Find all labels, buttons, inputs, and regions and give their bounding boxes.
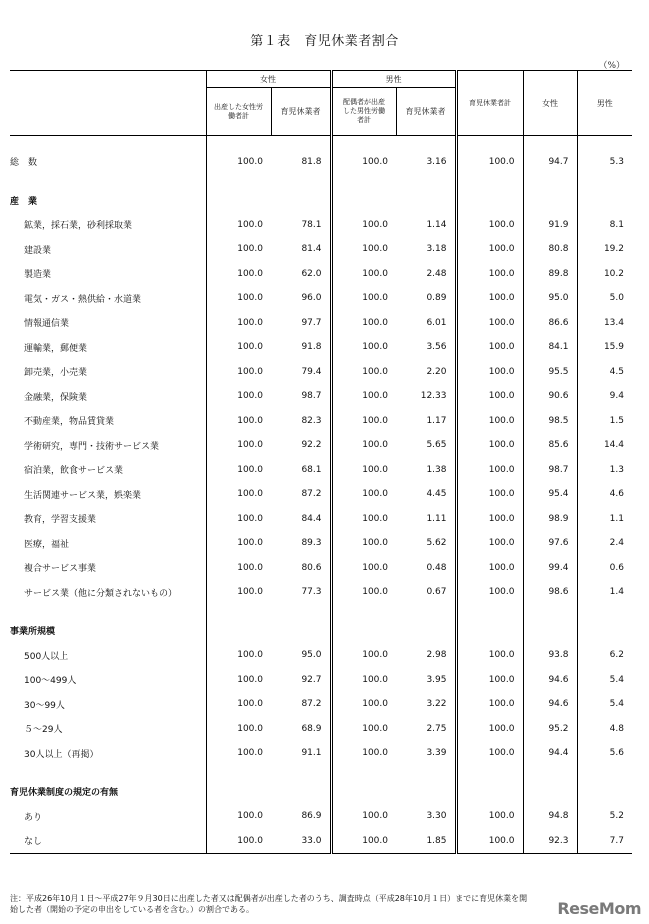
value-cell: 5.62 — [426, 538, 447, 549]
value-cell: 95.4 — [523, 482, 577, 507]
empty-cell — [456, 619, 523, 644]
row-label: 30人以上（再掲） — [24, 749, 99, 760]
value-cell: 100.0 — [331, 150, 396, 175]
empty-cell — [396, 619, 456, 644]
row-label: 宿泊業，飲食サービス業 — [24, 466, 124, 477]
value-cell: 100.0 — [206, 311, 271, 336]
table-row — [10, 556, 632, 581]
value-cell: 100.0 — [331, 717, 396, 742]
spacer-cell — [396, 766, 456, 780]
value-cell: 100.0 — [206, 482, 271, 507]
value-cell: 14.4 — [577, 433, 632, 458]
header-share-male: 男性 — [577, 71, 632, 136]
table-row — [10, 482, 632, 507]
value-cell: 100.0 — [206, 643, 271, 668]
spacer-cell — [271, 136, 331, 150]
value-cell: 1.1 — [577, 507, 632, 532]
table-row — [10, 384, 632, 409]
value-cell: 94.8 — [523, 804, 577, 829]
value-cell: 12.33 — [420, 391, 447, 402]
value-cell: 0.6 — [577, 556, 632, 581]
value-cell: 100.0 — [206, 717, 271, 742]
table-row — [10, 507, 632, 532]
spacer-cell — [10, 766, 206, 780]
value-cell: 100.0 — [456, 717, 523, 742]
value-cell: 100.0 — [331, 262, 396, 287]
value-cell: 92.2 — [301, 440, 322, 451]
table-row — [10, 829, 632, 854]
spacer-row — [10, 174, 632, 188]
spacer-cell — [206, 136, 271, 150]
value-cell: 100.0 — [206, 458, 271, 483]
value-cell: 100.0 — [331, 384, 396, 409]
section-heading-row — [10, 188, 632, 213]
value-cell: 100.0 — [456, 556, 523, 581]
header-total-leave-text: 育児休業者計 — [469, 99, 511, 107]
value-cell: 62.0 — [301, 268, 322, 279]
value-cell: 1.85 — [396, 829, 456, 854]
value-cell: 100.0 — [331, 237, 396, 262]
value-cell: 3.39 — [426, 748, 447, 759]
value-cell: 4.45 — [426, 489, 447, 500]
spacer-row — [10, 136, 632, 150]
value-cell: 91.1 — [301, 748, 322, 759]
value-cell: 100.0 — [456, 237, 523, 262]
value-cell: 68.9 — [301, 723, 322, 734]
empty-cell — [456, 188, 523, 213]
empty-cell — [523, 188, 577, 213]
empty-cell — [271, 780, 331, 805]
row-label: ５～29人 — [24, 725, 63, 736]
value-cell: 19.2 — [577, 237, 632, 262]
spacer-cell — [271, 605, 331, 619]
value-cell: 6.01 — [426, 317, 447, 328]
table-row — [10, 717, 632, 742]
value-cell: 68.1 — [301, 464, 322, 475]
value-cell: 100.0 — [456, 804, 523, 829]
table-row — [10, 531, 632, 556]
leave-ratio-table — [10, 70, 632, 854]
spacer-cell — [331, 605, 396, 619]
value-cell: 97.7 — [301, 317, 322, 328]
value-cell: 5.4 — [577, 668, 632, 693]
value-cell: 3.30 — [426, 811, 447, 822]
value-cell: 100.0 — [331, 213, 396, 238]
table-row — [10, 286, 632, 311]
header-share-female: 女性 — [523, 71, 577, 136]
empty-cell — [577, 780, 632, 805]
row-label: 金融業，保険業 — [24, 392, 88, 403]
value-cell: 100.0 — [206, 668, 271, 693]
value-cell: 0.89 — [426, 293, 447, 304]
spacer-cell — [271, 174, 331, 188]
value-cell: 100.0 — [456, 507, 523, 532]
footnote: 注：平成26年10月１日～平成27年９月30日に出産した者又は配偶者が出産した者のうち、調査時点（平成28年10月１日）までに育児休業を開始した者（開始の予定の申出をしている者を含む。）の割合である。 — [10, 894, 528, 914]
value-cell: 96.0 — [301, 293, 322, 304]
spacer-cell — [271, 766, 331, 780]
value-cell: 5.6 — [577, 741, 632, 766]
value-cell: 97.6 — [523, 531, 577, 556]
header-female-leave: 育児休業者 — [271, 88, 331, 136]
spacer-cell — [577, 174, 632, 188]
value-cell: 100.0 — [331, 360, 396, 385]
table-row — [10, 458, 632, 483]
value-cell: 100.0 — [456, 668, 523, 693]
header-total-leave — [456, 71, 523, 136]
spacer-cell — [456, 766, 523, 780]
value-cell: 100.0 — [206, 556, 271, 581]
spacer-cell — [10, 605, 206, 619]
value-cell: 80.8 — [523, 237, 577, 262]
value-cell: 100.0 — [331, 829, 396, 854]
empty-cell — [523, 619, 577, 644]
value-cell: 100.0 — [206, 741, 271, 766]
table-row — [10, 409, 632, 434]
value-cell: 100.0 — [331, 311, 396, 336]
table-row — [10, 741, 632, 766]
value-cell: 94.6 — [523, 668, 577, 693]
value-cell: 100.0 — [456, 286, 523, 311]
value-cell: 100.0 — [456, 262, 523, 287]
value-cell: 1.5 — [577, 409, 632, 434]
value-cell: 3.18 — [426, 244, 447, 255]
value-cell: 100.0 — [206, 829, 271, 854]
row-label: なし — [10, 829, 206, 854]
value-cell: 5.4 — [577, 692, 632, 717]
value-cell: 87.2 — [301, 699, 322, 710]
header-female-group: 女性 — [206, 71, 331, 88]
row-label: 不動産業，物品賃貸業 — [24, 417, 115, 428]
value-cell: 100.0 — [206, 433, 271, 458]
spacer-cell — [523, 766, 577, 780]
row-label: 500人以上 — [24, 651, 69, 662]
spacer-cell — [396, 174, 456, 188]
row-label: 電気・ガス・熱供給・水道業 — [24, 294, 142, 305]
value-cell: 3.22 — [426, 699, 447, 710]
value-cell: 5.3 — [577, 150, 632, 175]
spacer-cell — [331, 174, 396, 188]
empty-cell — [271, 619, 331, 644]
section-heading: 産 業 — [10, 196, 38, 207]
empty-cell — [577, 619, 632, 644]
table-body — [10, 136, 632, 854]
spacer-cell — [456, 136, 523, 150]
table-row — [10, 213, 632, 238]
table-row — [10, 580, 632, 605]
header-female-base — [206, 88, 271, 136]
value-cell: 100.0 — [456, 741, 523, 766]
value-cell: 100.0 — [331, 409, 396, 434]
row-label: 30～99人 — [24, 700, 65, 711]
value-cell: 5.0 — [577, 286, 632, 311]
spacer-row — [10, 766, 632, 780]
row-label: あり — [24, 812, 43, 823]
value-cell: 100.0 — [331, 335, 396, 360]
value-cell: 87.2 — [301, 489, 322, 500]
value-cell: 10.2 — [577, 262, 632, 287]
row-label: 鉱業，採石業，砂利採取業 — [24, 221, 133, 232]
empty-cell — [206, 780, 271, 805]
value-cell: 100.0 — [331, 741, 396, 766]
value-cell: 100.0 — [206, 409, 271, 434]
header-male-base-text: 配偶者が出産した男性労働者計 — [343, 98, 385, 124]
empty-cell — [577, 188, 632, 213]
row-label: 100～499人 — [24, 676, 77, 687]
spacer-cell — [577, 766, 632, 780]
value-cell: 3.95 — [426, 674, 447, 685]
value-cell: 95.0 — [301, 650, 322, 661]
value-cell: 81.8 — [301, 156, 322, 167]
value-cell: 95.5 — [523, 360, 577, 385]
unit-label: （%） — [598, 61, 625, 71]
value-cell: 100.0 — [456, 150, 523, 175]
row-label: 学術研究，専門・技術サービス業 — [24, 441, 160, 452]
value-cell: 100.0 — [331, 692, 396, 717]
table-row — [10, 360, 632, 385]
value-cell: 0.48 — [426, 562, 447, 573]
value-cell: 80.6 — [301, 562, 322, 573]
spacer-cell — [523, 605, 577, 619]
table-row — [10, 692, 632, 717]
value-cell: 100.0 — [456, 311, 523, 336]
value-cell: 5.2 — [577, 804, 632, 829]
value-cell: 100.0 — [456, 409, 523, 434]
table-row — [10, 237, 632, 262]
value-cell: 94.7 — [523, 150, 577, 175]
spacer-cell — [523, 174, 577, 188]
value-cell: 81.4 — [301, 244, 322, 255]
row-label: 建設業 — [24, 245, 52, 256]
value-cell: 1.3 — [577, 458, 632, 483]
spacer-cell — [331, 766, 396, 780]
row-label: 複合サービス事業 — [24, 564, 97, 575]
value-cell: 100.0 — [206, 507, 271, 532]
value-cell: 3.16 — [426, 156, 447, 167]
value-cell: 94.4 — [523, 741, 577, 766]
header-male-leave: 育児休業者 — [396, 88, 456, 136]
value-cell: 95.2 — [523, 717, 577, 742]
value-cell: 100.0 — [206, 531, 271, 556]
value-cell: 100.0 — [331, 643, 396, 668]
value-cell: 82.3 — [301, 415, 322, 426]
row-label: 製造業 — [24, 270, 52, 281]
value-cell: 2.48 — [426, 268, 447, 279]
value-cell: 100.0 — [456, 433, 523, 458]
value-cell: 100.0 — [456, 580, 523, 605]
value-cell: 2.20 — [426, 366, 447, 377]
spacer-cell — [331, 136, 396, 150]
value-cell: 98.9 — [523, 507, 577, 532]
value-cell: 2.75 — [426, 723, 447, 734]
value-cell: 100.0 — [206, 692, 271, 717]
value-cell: 7.7 — [577, 829, 632, 854]
section-heading-row — [10, 619, 632, 644]
spacer-cell — [396, 605, 456, 619]
row-label: 教育，学習支援業 — [24, 515, 97, 526]
value-cell: 99.4 — [523, 556, 577, 581]
header-female-base-text: 出産した女性労働者計 — [214, 102, 263, 120]
value-cell: 100.0 — [456, 213, 523, 238]
value-cell: 84.4 — [301, 513, 322, 524]
row-label: 医療，福祉 — [24, 539, 70, 550]
value-cell: 94.6 — [523, 692, 577, 717]
value-cell: 33.0 — [271, 829, 331, 854]
empty-cell — [456, 780, 523, 805]
value-cell: 91.8 — [301, 342, 322, 353]
value-cell: 100.0 — [331, 458, 396, 483]
value-cell: 92.7 — [301, 674, 322, 685]
value-cell: 93.8 — [523, 643, 577, 668]
value-cell: 100.0 — [456, 692, 523, 717]
empty-cell — [331, 188, 396, 213]
value-cell: 100.0 — [206, 150, 271, 175]
value-cell: 89.8 — [523, 262, 577, 287]
spacer-cell — [206, 766, 271, 780]
section-heading-row — [10, 780, 632, 805]
spacer-cell — [10, 136, 206, 150]
empty-cell — [523, 780, 577, 805]
value-cell: 100.0 — [331, 556, 396, 581]
table-row — [10, 643, 632, 668]
empty-cell — [331, 780, 396, 805]
value-cell: 100.0 — [456, 458, 523, 483]
total-row — [10, 150, 632, 175]
value-cell: 100.0 — [206, 384, 271, 409]
value-cell: 100.0 — [331, 668, 396, 693]
row-label: サービス業（他に分類されないもの） — [24, 588, 178, 599]
row-label: 卸売業，小売業 — [24, 368, 88, 379]
value-cell: 85.6 — [523, 433, 577, 458]
table-row — [10, 335, 632, 360]
spacer-cell — [10, 174, 206, 188]
section-heading: 育児休業制度の規定の有無 — [10, 788, 119, 799]
value-cell: 4.8 — [577, 717, 632, 742]
value-cell: 90.6 — [523, 384, 577, 409]
value-cell: 6.2 — [577, 643, 632, 668]
header-male-group: 男性 — [331, 71, 456, 88]
spacer-cell — [577, 136, 632, 150]
value-cell: 1.14 — [426, 219, 447, 230]
row-label: 生活関連サービス業，娯楽業 — [24, 490, 142, 501]
value-cell: 79.4 — [301, 366, 322, 377]
value-cell: 1.11 — [426, 513, 447, 524]
value-cell: 4.6 — [577, 482, 632, 507]
value-cell: 1.4 — [577, 580, 632, 605]
value-cell: 100.0 — [206, 286, 271, 311]
empty-cell — [396, 780, 456, 805]
empty-cell — [396, 188, 456, 213]
value-cell: 9.4 — [577, 384, 632, 409]
value-cell: 1.17 — [426, 415, 447, 426]
value-cell: 100.0 — [331, 433, 396, 458]
table-row — [10, 668, 632, 693]
spacer-cell — [206, 605, 271, 619]
value-cell: 100.0 — [456, 643, 523, 668]
header-male-base — [331, 88, 396, 136]
value-cell: 95.0 — [523, 286, 577, 311]
value-cell: 1.38 — [426, 464, 447, 475]
value-cell: 98.7 — [301, 391, 322, 402]
table-title: 第１表 育児休業者割合 — [250, 34, 399, 49]
empty-cell — [271, 188, 331, 213]
spacer-cell — [456, 174, 523, 188]
spacer-cell — [396, 136, 456, 150]
value-cell: 100.0 — [331, 482, 396, 507]
value-cell: 8.1 — [577, 213, 632, 238]
value-cell: 100.0 — [456, 335, 523, 360]
value-cell: 100.0 — [331, 286, 396, 311]
empty-cell — [206, 619, 271, 644]
value-cell: 15.9 — [577, 335, 632, 360]
row-label: 総 数 — [10, 158, 38, 169]
value-cell: 3.56 — [426, 342, 447, 353]
spacer-cell — [206, 174, 271, 188]
value-cell: 0.67 — [426, 587, 447, 598]
value-cell: 100.0 — [456, 360, 523, 385]
value-cell: 100.0 — [456, 482, 523, 507]
value-cell: 86.9 — [301, 811, 322, 822]
row-label: 運輸業，郵便業 — [24, 343, 88, 354]
table-row — [10, 433, 632, 458]
table-row — [10, 804, 632, 829]
table-row — [10, 311, 632, 336]
value-cell: 98.7 — [523, 458, 577, 483]
value-cell: 100.0 — [456, 531, 523, 556]
value-cell: 100.0 — [331, 580, 396, 605]
spacer-row — [10, 605, 632, 619]
value-cell: 77.3 — [301, 587, 322, 598]
value-cell: 100.0 — [206, 213, 271, 238]
value-cell: 100.0 — [206, 360, 271, 385]
value-cell: 100.0 — [206, 237, 271, 262]
value-cell: 100.0 — [331, 507, 396, 532]
value-cell: 92.3 — [523, 829, 577, 854]
value-cell: 84.1 — [523, 335, 577, 360]
value-cell: 4.5 — [577, 360, 632, 385]
value-cell: 13.4 — [577, 311, 632, 336]
spacer-cell — [577, 605, 632, 619]
section-heading: 事業所規模 — [10, 627, 56, 638]
value-cell: 100.0 — [206, 580, 271, 605]
value-cell: 78.1 — [301, 219, 322, 230]
value-cell: 91.9 — [523, 213, 577, 238]
value-cell: 89.3 — [301, 538, 322, 549]
row-label: 情報通信業 — [24, 319, 70, 330]
watermark-logo: ReseMom — [557, 899, 641, 918]
value-cell: 98.6 — [523, 580, 577, 605]
value-cell: 100.0 — [331, 804, 396, 829]
spacer-cell — [456, 605, 523, 619]
value-cell: 100.0 — [206, 804, 271, 829]
value-cell: 100.0 — [456, 384, 523, 409]
value-cell: 86.6 — [523, 311, 577, 336]
value-cell: 100.0 — [206, 262, 271, 287]
spacer-cell — [523, 136, 577, 150]
empty-cell — [206, 188, 271, 213]
value-cell: 100.0 — [456, 829, 523, 854]
value-cell: 5.65 — [426, 440, 447, 451]
header-blank — [10, 71, 206, 136]
value-cell: 100.0 — [206, 335, 271, 360]
value-cell: 100.0 — [331, 531, 396, 556]
empty-cell — [331, 619, 396, 644]
value-cell: 2.98 — [426, 650, 447, 661]
value-cell: 2.4 — [577, 531, 632, 556]
value-cell: 98.5 — [523, 409, 577, 434]
table-row — [10, 262, 632, 287]
